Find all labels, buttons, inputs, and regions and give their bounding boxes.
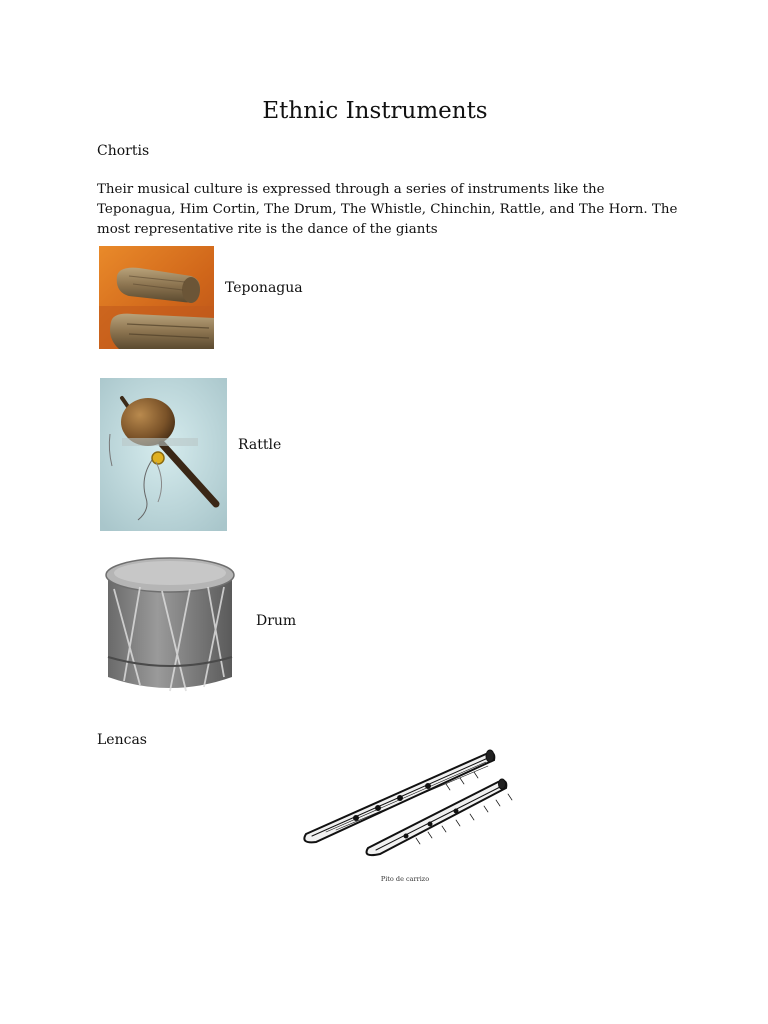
drum-photo — [100, 553, 237, 697]
figure-caption: Pito de carrizo — [380, 875, 430, 883]
section-heading-chortis: Chortis — [97, 143, 150, 159]
rattle-photo — [100, 378, 227, 531]
chortis-paragraph: Their musical culture is expressed through a series of instruments like the Teponagua, Him Cortin, The Drum, The Whistle, Chinchin, Rattle, and The Horn. The most representative rite is the dance of the giants — [97, 182, 678, 237]
instrument-label-teponagua: Teponagua — [225, 280, 303, 296]
teponagua-photo — [99, 246, 214, 349]
page-title: Ethnic Instruments — [262, 98, 488, 124]
instrument-label-drum: Drum — [256, 613, 297, 629]
flute-illustration — [296, 744, 518, 860]
instrument-label-rattle: Rattle — [238, 437, 282, 453]
section-heading-lencas: Lencas — [97, 732, 147, 748]
